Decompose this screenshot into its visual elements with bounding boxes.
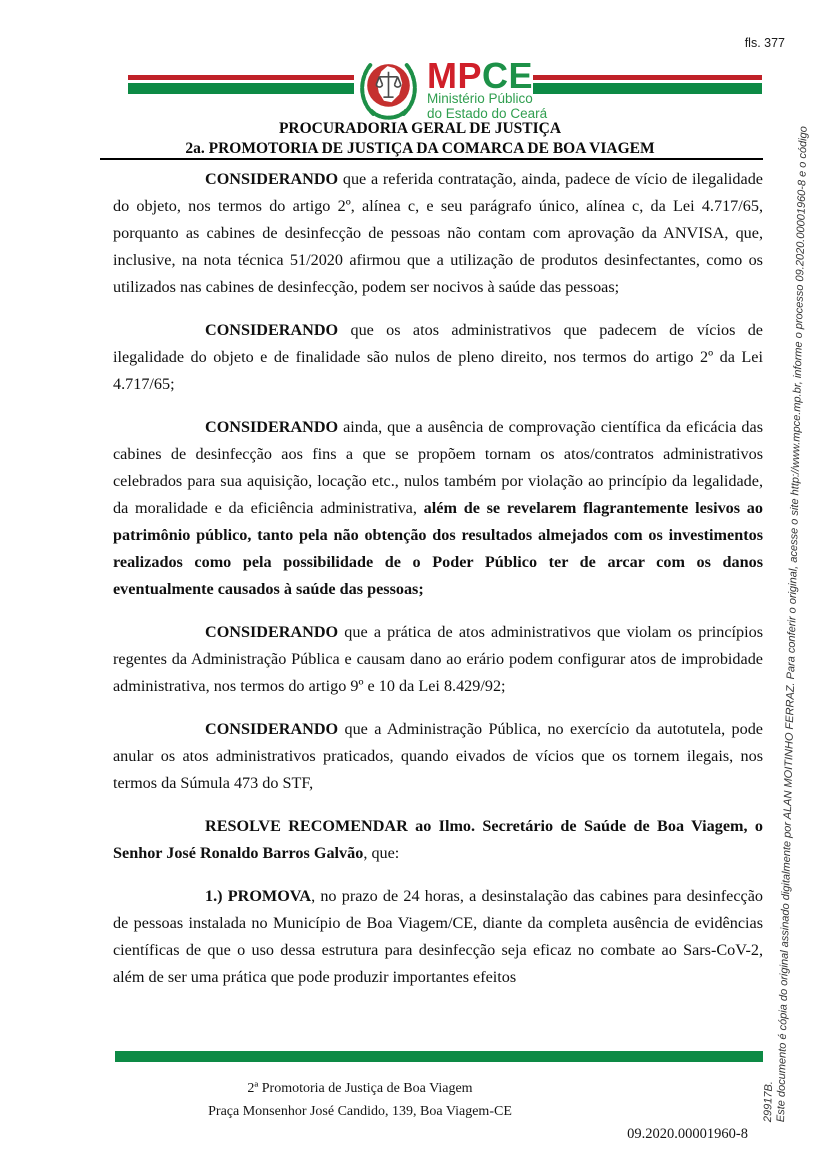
header-title-line2: 2a. PROMOTORIA DE JUSTIÇA DA COMARCA DE BOA VIAGEM	[185, 139, 655, 157]
acronym-mp: MP	[427, 55, 482, 96]
paragraph-run: que a referida contratação, ainda, padece de vício de ilegalidade do objeto, nos termos do artigo 2º, alínea c, e seu parágrafo único, alínea c, da Lei 4.717/65, porquanto as cabines de desinfecção de pessoas não contam com aprovação da ANVISA, que, inclusive, na nota técnica 51/2020 afirmou que a utilização de produtos desinfectantes, como os utilizados nas cabines de desinfecção, podem ser nocivos à saúde das pessoas;	[113, 170, 763, 296]
green-bar	[128, 83, 354, 94]
paragraph-run: CONSIDERANDO	[205, 418, 339, 436]
considerando-paragraph-4	[113, 619, 763, 700]
paragraph-run: que a Administração Pública, no exercício da autotutela, pode anular os atos administrativos praticados, quando eivados de vícios que os tornem ilegais, nos termos da Súmula 473 do STF,	[113, 720, 763, 792]
paragraph-run: , que:	[363, 844, 400, 862]
red-bar	[128, 75, 354, 80]
signature-verification-text: Este documento é cópia do original assinado digitalmente por ALAN MOITINHO FERRAZ. Para conferir o original, acesse o site http://www.mpce.mp.br, informe o processo 09.2020.00001960-8 e o código	[775, 126, 810, 1123]
header-divider	[100, 158, 763, 160]
considerando-paragraph-1	[113, 166, 763, 301]
paragraph-run: CONSIDERANDO	[205, 720, 339, 738]
org-name-line2: do Estado do Ceará	[427, 105, 548, 121]
considerando-paragraph-3	[113, 414, 763, 603]
mpce-seal-icon	[356, 56, 421, 121]
paragraph-run: , no prazo de 24 horas, a desinstalação das cabines para desinfecção de pessoas instalada no Município de Boa Viagem/CE, diante da completa ausência de evidências científicas de que o uso dessa estrutura para desinfecção seja eficaz no combate ao Sars-CoV-2, além de ser uma prática que pode produzir importantes efeitos	[113, 887, 763, 986]
considerando-paragraph-5	[113, 716, 763, 797]
paragraph-run: que os atos administrativos que padecem de vícios de ilegalidade do objeto e de finalidade são nulos de pleno direito, nos termos do artigo 2º da Lei 4.717/65;	[113, 321, 763, 393]
promova-paragraph	[113, 883, 763, 991]
red-bar	[533, 75, 762, 80]
considerando-paragraph-2	[113, 317, 763, 398]
header-titles	[95, 119, 745, 158]
document-body	[113, 166, 763, 1007]
paragraph-run: CONSIDERANDO	[205, 623, 339, 641]
header-bars-right	[533, 75, 762, 94]
mpce-wordmark	[427, 55, 548, 121]
paragraph-run: 1.) PROMOVA	[205, 887, 312, 905]
paragraph-run: ainda, que a ausência de comprovação científica da eficácia das cabines de desinfecção aos fins a que se propõem tornam os atos/contratos administrativos celebrados para sua aquisição, locação etc., nulos também por violação ao princípio da legalidade, da moralidade e da eficiência administrativa,	[113, 418, 763, 517]
mpce-acronym	[427, 55, 547, 96]
footer-divider-bar	[115, 1051, 763, 1062]
paragraph-run: além de se revelarem flagrantemente lesivos ao patrimônio público, tanto pela não obtenção dos resultados almejados com os investimentos realizados como pela possibilidade de o Poder Público ter de arcar com os danos eventualmente causados à saúde das pessoas;	[113, 499, 763, 598]
acronym-ce: CE	[482, 55, 534, 96]
footer-address: Praça Monsenhor José Candido, 139, Boa Viagem-CE	[208, 1104, 512, 1119]
paragraph-run: CONSIDERANDO	[205, 170, 339, 188]
footer-office: 2ª Promotoria de Justiça de Boa Viagem	[247, 1081, 473, 1096]
paragraph-run: RESOLVE RECOMENDAR ao Ilmo. Secretário de Saúde de Boa Viagem, o Senhor José Ronaldo Barros Galvão	[113, 817, 763, 862]
paragraph-run: que a prática de atos administrativos que violam os princípios regentes da Administração Pública e causam dano ao erário podem configurar atos de improbidade administrativa, nos termos do artigo 9º e 10 da Lei 8.429/92;	[113, 623, 763, 695]
org-name-line1: Ministério Público	[427, 91, 533, 106]
resolve-paragraph	[113, 813, 763, 867]
folio-number: fls. 377	[744, 36, 785, 50]
header-bars-left	[128, 75, 354, 94]
signature-verification-code: 29917B.	[762, 1081, 775, 1123]
header-title-line1: PROCURADORIA GERAL DE JUSTIÇA	[278, 120, 562, 137]
process-number: 09.2020.00001960-8	[627, 1126, 748, 1142]
green-bar	[533, 83, 762, 94]
paragraph-run: CONSIDERANDO	[205, 321, 339, 339]
